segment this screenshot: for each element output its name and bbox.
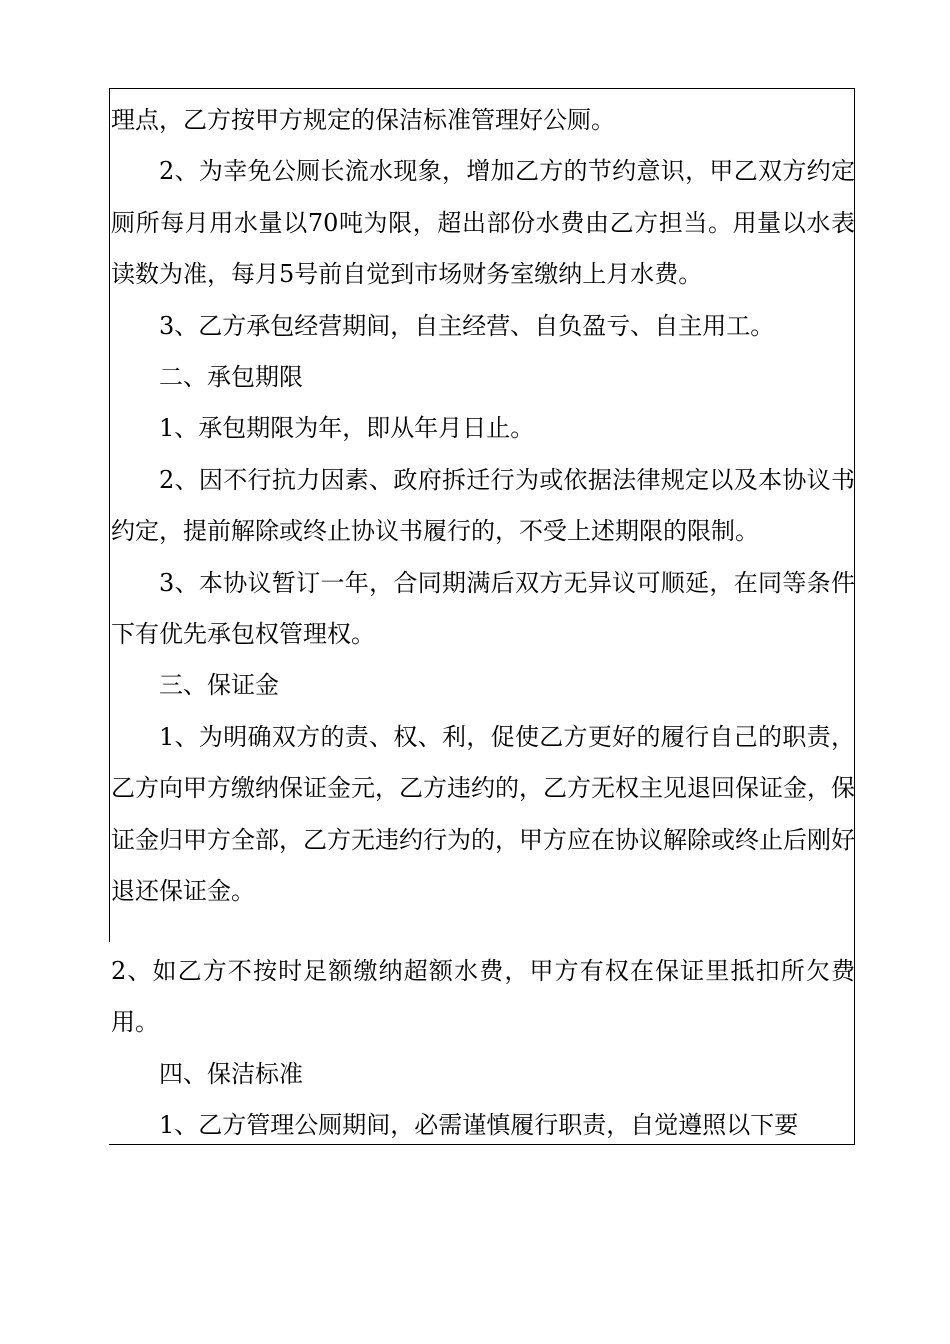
section-heading: 二、承包期限: [159, 363, 303, 392]
section-heading: 四、保洁标准: [159, 1059, 303, 1088]
paragraph: 3、本协议暂订一年，合同期满后双方无异议可顺延，在同等条件下有优先承包权管理权。: [111, 568, 855, 649]
paragraph: 3、乙方承包经营期间，自主经营、自负盈亏、自主用工。: [159, 311, 775, 340]
section-heading: 三、保证金: [159, 671, 279, 700]
paragraph: 1、承包期限为年，即从年月日止。: [159, 414, 535, 443]
paragraph: 2、因不行抗力因素、政府拆迁行为或依据法律规定以及本协议书约定，提前解除或终止协议书履行的，不受上述期限的限制。: [111, 465, 855, 546]
paragraph: 理点，乙方按甲方规定的保洁标准管理好公厕。: [111, 106, 615, 134]
paragraph: 2、如乙方不按时足额缴纳超额水费，甲方有权在保证里抵扣所欠费用。: [111, 957, 855, 1037]
paragraph: 1、为明确双方的责、权、利，促使乙方更好的履行自己的职责，乙方向甲方缴纳保证金元，乙方违约的，乙方无权主见退回保证金，保证金归甲方全部，乙方无违约行为的，甲方应在协议解除或终止后刚好退还保证金。: [111, 722, 855, 906]
paragraph: 2、为幸免公厕长流水现象，增加乙方的节约意识，甲乙双方约定厕所每月用水量以70吨为限，超出部份水费由乙方担当。用量以水表读数为准，每月5号前自觉到市场财务室缴纳上月水费。: [111, 157, 855, 289]
paragraph: 1、乙方管理公厕期间，必需谨慎履行职责，自觉遵照以下要: [159, 1111, 799, 1140]
document-body-top: [111, 95, 855, 918]
document-body-bottom: [111, 946, 855, 1152]
